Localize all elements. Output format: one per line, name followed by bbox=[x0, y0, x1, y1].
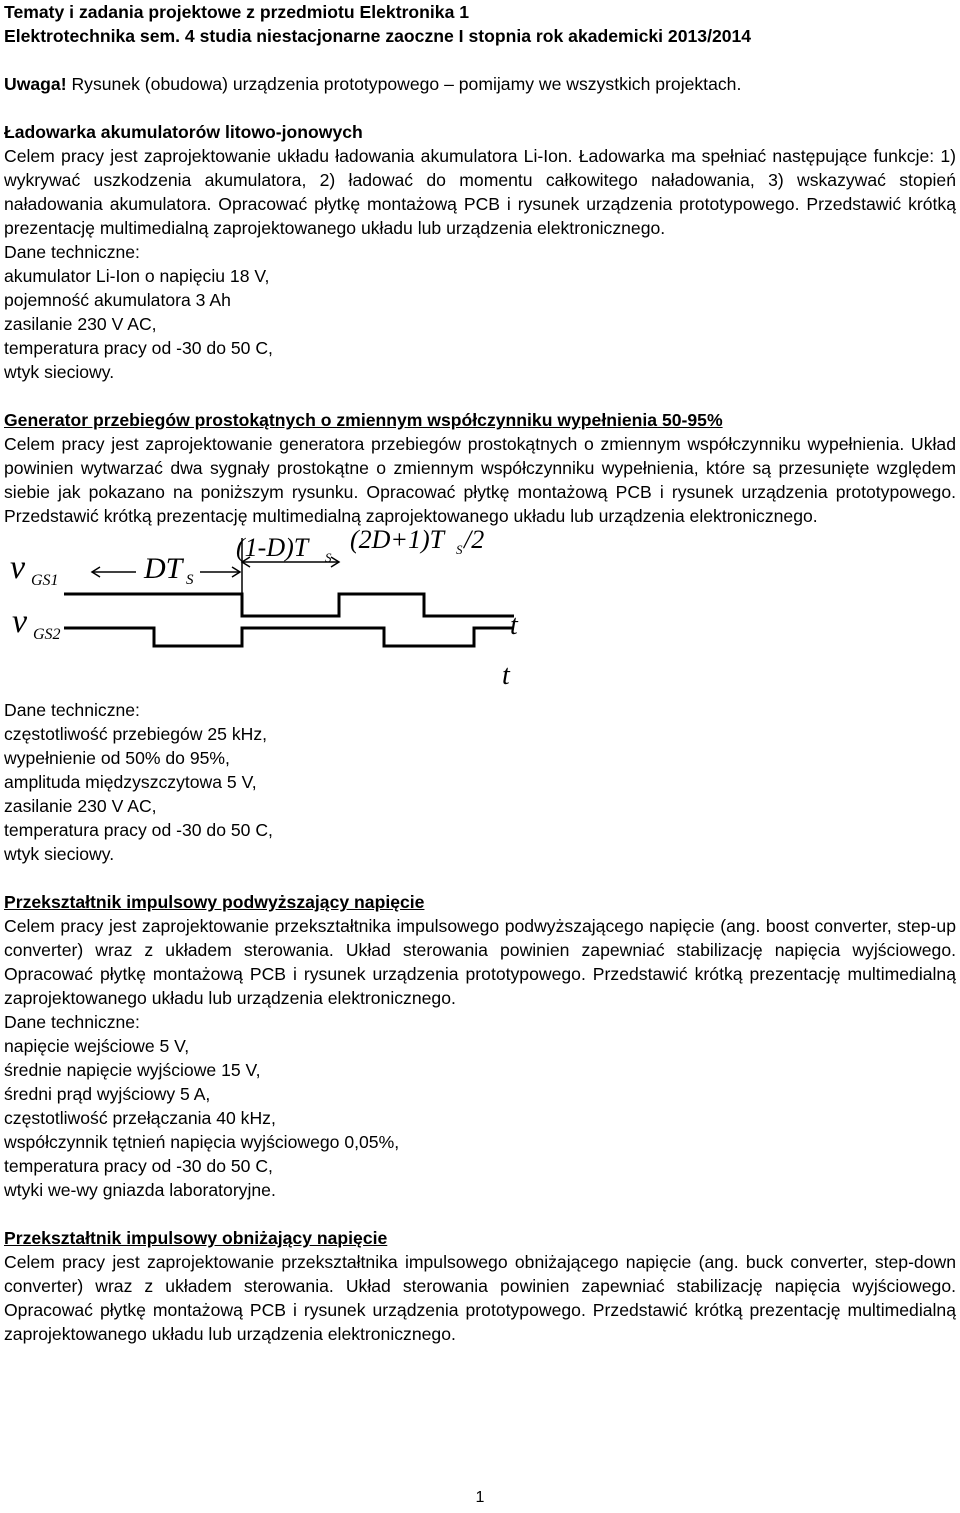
project-1-spec: pojemność akumulatora 3 Ah bbox=[4, 290, 231, 310]
project-1 bbox=[4, 120, 956, 384]
label-vgs2: v bbox=[12, 603, 28, 640]
project-3-spec: współczynnik tętnień napięcia wyjściowego 0,05%, bbox=[4, 1132, 400, 1152]
project-2-spec: częstotliwość przebiegów 25 kHz, bbox=[4, 724, 268, 744]
document-header bbox=[4, 0, 956, 48]
project-3-spec: średnie napięcie wyjściowe 15 V, bbox=[4, 1060, 261, 1080]
vgs2-waveform bbox=[64, 628, 514, 646]
project-2-title: Generator przebiegów prostokątnych o zmiennym współczynniku wypełnienia 50-95% bbox=[4, 410, 723, 430]
project-3-spec: temperatura pracy od -30 do 50 C, bbox=[4, 1156, 273, 1176]
project-4-description: Celem pracy jest zaprojektowanie przekształtnika impulsowego obniżającego napięcie (ang. buck converter, step-down converter) wraz z układem sterowania. Układ sterowania powinien zapewniać stabilizację napięcia wyjściowego. Opracować płytkę montażową PCB i rysunek urządzenia prototypowego. Przedstawić krótką prezentację multimedialną zaprojektowanego układu lub urządzenia elektronicznego. bbox=[4, 1252, 956, 1344]
project-3-tech-label: Dane techniczne: bbox=[4, 1012, 140, 1032]
project-1-title: Ładowarka akumulatorów litowo-jonowych bbox=[4, 122, 363, 142]
project-3-title: Przekształtnik impulsowy podwyższający napięcie bbox=[4, 892, 425, 912]
project-2-spec: zasilanie 230 V AC, bbox=[4, 796, 157, 816]
label-t1: t bbox=[510, 610, 518, 641]
project-2 bbox=[4, 408, 956, 866]
header-line-2: Elektrotechnika sem. 4 studia niestacjonarne zaoczne I stopnia rok akademicki 2013/2014 bbox=[4, 26, 752, 46]
project-3-spec: napięcie wejściowe 5 V, bbox=[4, 1036, 190, 1056]
project-4 bbox=[4, 1226, 956, 1346]
label-2d-ts-tail: /2 bbox=[464, 528, 485, 554]
project-3-description: Celem pracy jest zaprojektowanie przekształtnika impulsowego podwyższającego napięcie (ang. boost converter, step-up converter) wraz z układem sterowania. Układ sterowania powinien zapewniać stabilizację napięcia wyjściowego. Opracować płytkę montażową PCB i rysunek urządzenia prototypowego. Przedstawić krótką prezentację multimedialną zaprojektowanego układu lub urządzenia elektronicznego. bbox=[4, 916, 956, 1008]
project-3-spec: wtyki we-wy gniazda laboratoryjne. bbox=[4, 1180, 276, 1200]
project-3-spec: średni prąd wyjściowy 5 A, bbox=[4, 1084, 211, 1104]
label-1-d-ts: (1-D)T bbox=[236, 533, 309, 562]
label-1-d-ts-sub: S bbox=[325, 550, 332, 565]
note-label: Uwaga! bbox=[4, 74, 67, 94]
label-t2: t bbox=[502, 660, 510, 691]
project-2-tech-label: Dane techniczne: bbox=[4, 700, 140, 720]
header-line-1: Tematy i zadania projektowe z przedmiotu Elektronika 1 bbox=[4, 2, 470, 22]
project-2-spec: amplituda międzyszczytowa 5 V, bbox=[4, 772, 257, 792]
waveform-diagram bbox=[4, 528, 604, 698]
project-3 bbox=[4, 890, 956, 1202]
vgs1-waveform bbox=[64, 594, 514, 616]
page-number: 1 bbox=[475, 1489, 485, 1506]
label-2d-ts-sub: S bbox=[456, 542, 463, 557]
label-vgs1: v bbox=[10, 549, 26, 586]
label-vgs1-sub: GS1 bbox=[31, 572, 59, 589]
project-1-spec: wtyk sieciowy. bbox=[4, 362, 115, 382]
project-1-spec: zasilanie 230 V AC, bbox=[4, 314, 157, 334]
waveform-figure bbox=[4, 528, 956, 698]
project-2-spec: wtyk sieciowy. bbox=[4, 844, 115, 864]
label-dt: DT bbox=[144, 552, 183, 585]
project-1-description: Celem pracy jest zaprojektowanie układu ładowania akumulatora Li-Ion. Ładowarka ma spełniać następujące funkcje: 1) wykrywać uszkodzenia akumulatora, 2) ładować do momentu całkowitego naładowania, 3) wskazywać stopień naładowania akumulatora. Opracować płytkę montażową PCB i rysunek urządzenia prototypowego. Przedstawić krótką prezentację multimedialną zaprojektowanego układu lub urządzenia elektronicznego. bbox=[4, 146, 956, 238]
project-2-description: Celem pracy jest zaprojektowanie generatora przebiegów prostokątnych o zmiennym współczynniku wypełnienia. Układ powinien wytwarzać dwa sygnały prostokątne o zmiennym współczynniku wypełnienia, które są przesunięte względem siebie jak pokazano na poniższym rysunku. Opracować płytkę montażową PCB i rysunek urządzenia prototypowego. Przedstawić krótką prezentację multimedialną zaprojektowanego układu lub urządzenia elektronicznego. bbox=[4, 434, 956, 526]
label-vgs2-sub: GS2 bbox=[33, 626, 61, 643]
project-1-tech-label: Dane techniczne: bbox=[4, 242, 140, 262]
project-4-title: Przekształtnik impulsowy obniżający napięcie bbox=[4, 1228, 388, 1248]
note bbox=[4, 72, 956, 96]
label-2d-ts: (2D+1)T bbox=[350, 528, 445, 554]
document-page bbox=[4, 0, 956, 1346]
project-2-spec: wypełnienie od 50% do 95%, bbox=[4, 748, 230, 768]
label-dt-sub: S bbox=[186, 572, 194, 588]
project-1-spec: temperatura pracy od -30 do 50 C, bbox=[4, 338, 273, 358]
project-1-spec: akumulator Li-Ion o napięciu 18 V, bbox=[4, 266, 270, 286]
project-3-spec: częstotliwość przełączania 40 kHz, bbox=[4, 1108, 276, 1128]
note-text: Rysunek (obudowa) urządzenia prototypowego – pomijamy we wszystkich projektach. bbox=[66, 74, 742, 94]
project-2-spec: temperatura pracy od -30 do 50 C, bbox=[4, 820, 273, 840]
